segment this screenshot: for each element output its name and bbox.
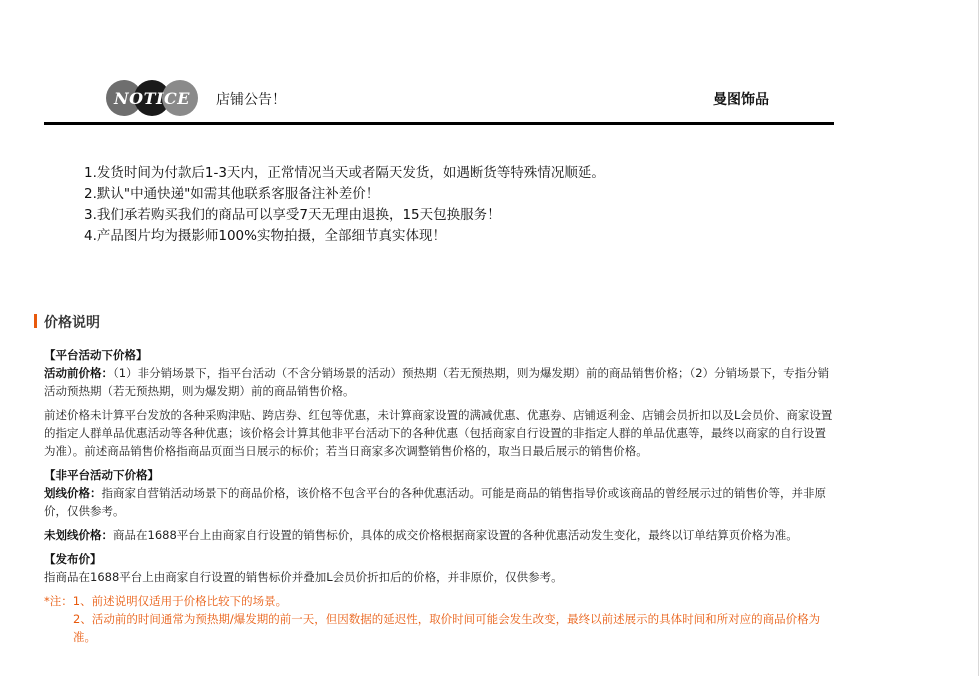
pre-activity-price: [44, 364, 834, 400]
pre-activity-label: 活动前价格：: [44, 366, 113, 380]
price-explanation: [44, 346, 834, 646]
notice-item: 1.发货时间为付款后1-3天内，正常情况当天或者隔天发货，如遇断货等特殊情况顺延。: [84, 165, 605, 181]
no-strike-price-text: 商品在1688平台上由商家自行设置的销售标价，具体的成交价格根据商家设置的各种优惠活动发生变化，最终以订单结算页价格为准。: [113, 528, 798, 542]
notice-header: [44, 78, 834, 125]
non-platform-title: 【非平台活动下价格】: [44, 468, 159, 482]
strike-price-label: 划线价格：: [44, 486, 102, 500]
notice-title: 店铺公告！: [216, 92, 286, 108]
price-heading-text: 价格说明: [44, 315, 100, 331]
notice-list: [84, 163, 605, 247]
pre-activity-text: （1）非分销场景下，指平台活动（不含分销场景的活动）预热期（若无预热期，则为爆发期）前的商品销售价格；（2）分销场景下，专指分销活动预热期（若无预热期，则为爆发期）前的商品销售价格。: [44, 366, 830, 398]
platform-activity-desc: 前述价格未计算平台发放的各种采购津贴、跨店券、红包等优惠，未计算商家设置的满减优惠、优惠券、店铺返利金、店铺会员折扣以及L会员价、商家设置的指定人群单品优惠活动等各种优惠；该价格会计算其他非平台活动下的各种优惠（包括商家自行设置的非指定人群的单品优惠等，最终以商家的自行设置为准）。前述商品销售价格指商品页面当日展示的标价；若当日商家多次调整销售价格的，取当日最后展示的销售价格。: [44, 408, 833, 458]
note-first: *注：1、前述说明仅适用于价格比较下的场景。: [44, 594, 288, 608]
notice-item: 3.我们承若购买我们的商品可以享受7天无理由退换，15天包换服务！: [84, 207, 501, 223]
shop-name: 曼图饰品: [713, 92, 769, 108]
no-strike-price: [44, 526, 834, 544]
notice-badge-text: NOTICE: [114, 89, 190, 108]
strike-price-text: 指商家自营销活动场景下的商品价格，该价格不包含平台的各种优惠活动。可能是商品的销售指导价或该商品的曾经展示过的销售价等，并非原价，仅供参考。: [44, 486, 826, 518]
heading-accent-bar: [34, 314, 37, 328]
notice-badge-icon: [106, 80, 198, 118]
publish-price-text: 指商品在1688平台上由商家自行设置的销售标价并叠加L会员价折扣后的价格，并非原价，仅供参考。: [44, 570, 563, 584]
strike-price: [44, 484, 834, 520]
note-second: 2、活动前的时间通常为预热期/爆发期的前一天，但因数据的延迟性，取价时间可能会发生改变，最终以前述展示的具体时间和所对应的商品价格为准。: [73, 612, 821, 644]
publish-price-title: 【发布价】: [44, 552, 102, 566]
no-strike-price-label: 未划线价格：: [44, 528, 113, 542]
platform-activity-title: 【平台活动下价格】: [44, 348, 148, 362]
notice-item: 2.默认"中通快递"如需其他联系客服备注补差价！: [84, 186, 380, 202]
notice-item: 4.产品图片均为摄影师100%实物拍摄，全部细节真实体现！: [84, 228, 446, 244]
